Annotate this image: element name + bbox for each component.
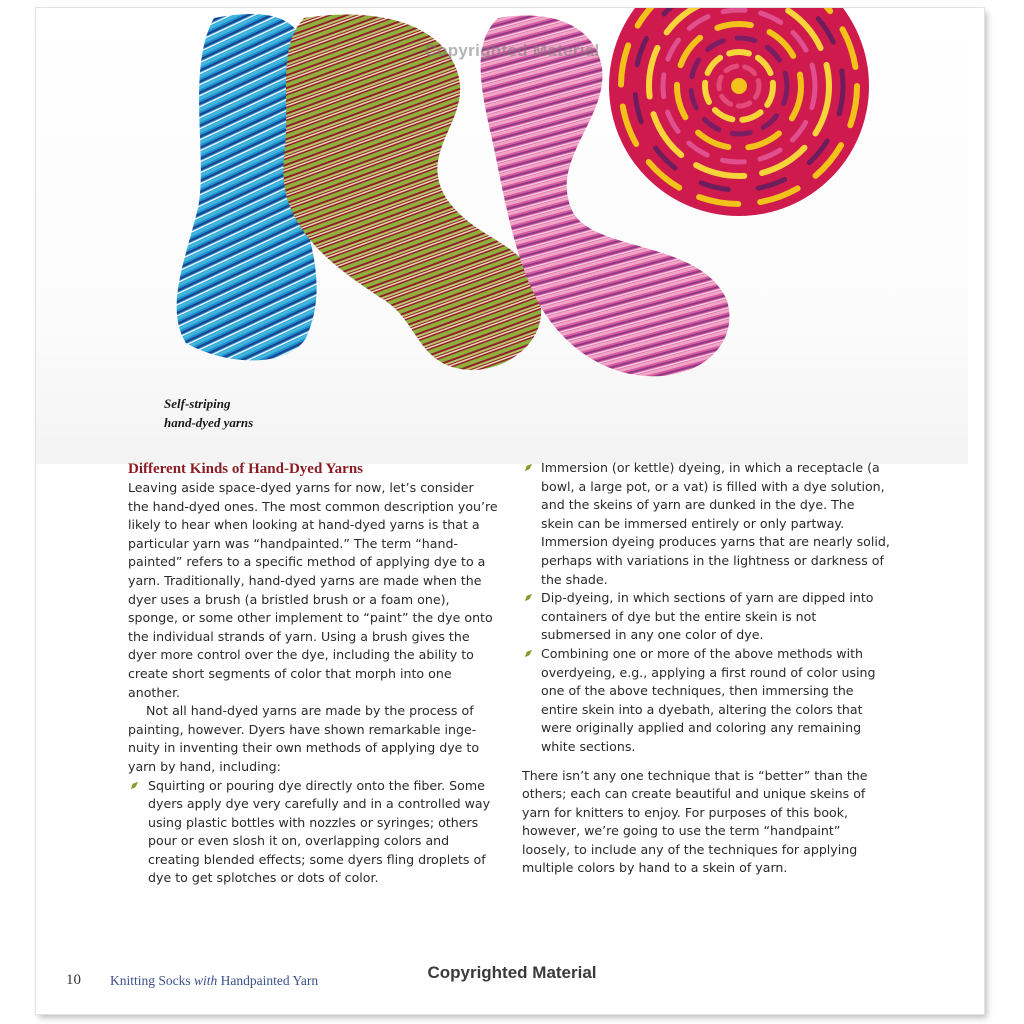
paragraph-3: There isn’t any one technique that is “better” than the others; each can create beautiful and unique skeins of yarn for knitters to enjoy. For purposes of this book, however, we’re going to use the term “handpaint” loosely, to include any of the techniques for applying multiple colors by hand to a skein of yarn.	[522, 767, 868, 876]
right-column	[522, 459, 890, 878]
caption-line-1: Self-striping	[164, 396, 231, 411]
bullet-text: Combining one or more of the above methods with overdyeing, e.g., applying a first round of color using one of the above techniques, then immersing the entire skein into a dyebath, altering the colors that were originally applied and coloring any remaining white sections.	[541, 645, 876, 754]
leaf-bullet-icon	[130, 781, 139, 790]
list-item	[522, 589, 890, 645]
book-title-part-1: Knitting Socks	[110, 973, 195, 988]
page-number: 10	[66, 972, 81, 988]
bullet-text: Immersion (or kettle) dyeing, in which a receptacle (a bowl, a large pot, or a vat) is filled with a dye solution, and the skeins of yarn are dunked in the dye. The skein can be immersed entirely or only partway. Immersion dyeing produces yarns that are nearly solid, perhaps with variations in the lightness or darkness of the shade.	[541, 460, 890, 587]
section-heading: Different Kinds of Hand-Dyed Yarns	[128, 461, 364, 477]
list-item	[522, 459, 890, 589]
copyright-watermark-bottom: Copyrighted Material	[427, 963, 597, 982]
paragraph-2: Not all hand-dyed yarns are made by the process of painting, however. Dyers have shown remarkable inge-nuity in inventing their own methods of applying dye to yarn by hand, including:	[128, 703, 480, 774]
leaf-bullet-icon	[524, 463, 533, 472]
leaf-bullet-icon	[524, 593, 533, 602]
left-column	[128, 459, 498, 888]
book-title-part-2: with	[194, 973, 218, 988]
caption-line-2: hand-dyed yarns	[164, 415, 254, 430]
leaf-bullet-icon	[524, 649, 533, 658]
yarn-photo	[36, 8, 968, 464]
book-title-part-3: Handpainted Yarn	[217, 973, 319, 988]
copyright-watermark-top: Copyrighted Material	[424, 41, 600, 60]
bullet-text: Squirting or pouring dye directly onto the fiber. Some dyers apply dye very carefully and in a controlled way using plastic bottles with nozzles or syringes; others pour or even slosh it on, overlapping colors and creating blended effects; some dyers fling droplets of dye to get splotches or dots of color.	[148, 777, 491, 886]
photo-caption	[164, 394, 253, 432]
list-item	[522, 645, 890, 757]
paragraph-1: Leaving aside space-dyed yarns for now, let’s consider the hand-dyed ones. The most common description you’re likely to hear when looking at hand-dyed yarns is that a particular yarn was “handpainted.” The term “hand-painted” refers to a specific method of applying dye to a yarn. Traditionally, hand-dyed yarns are made when the dyer uses a brush (a bristled brush or a foam one), sponge, or some other implement to “paint” the dye onto the individual strands of yarn. Using a brush gives the dyer more control over the dye, including the ability to create short segments of color that morph into one another.	[128, 480, 498, 700]
bullet-text: Dip-dyeing, in which sections of yarn are dipped into containers of dye but the entire skein is not submersed in any one color of dye.	[541, 590, 874, 643]
list-item	[128, 777, 498, 889]
